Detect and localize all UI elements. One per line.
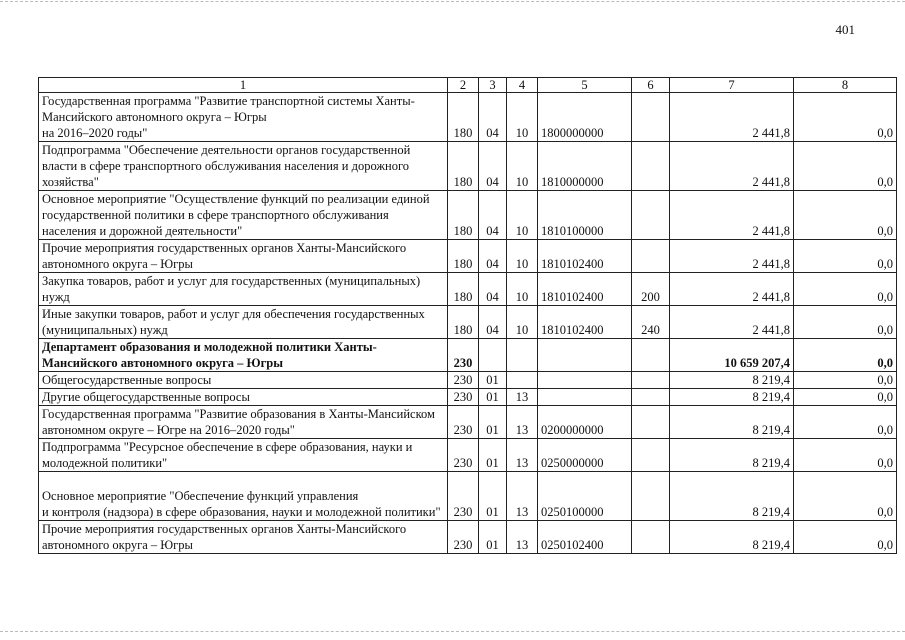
cell-expense-type: [632, 372, 670, 389]
cell-ministry: 230: [448, 472, 479, 521]
cell-amount: 2 441,8: [670, 273, 794, 306]
cell-subsection: 13: [507, 406, 538, 439]
cell-section: 04: [479, 191, 507, 240]
table-row: [39, 521, 897, 554]
cell-section: 01: [479, 389, 507, 406]
cell-amount: 2 441,8: [670, 306, 794, 339]
cell-section: 01: [479, 406, 507, 439]
cell-target-article: 1810102400: [538, 306, 632, 339]
cell-ministry: 180: [448, 240, 479, 273]
cell-amount: 2 441,8: [670, 142, 794, 191]
cell-amount-2: 0,0: [794, 306, 897, 339]
cell-expense-type: [632, 439, 670, 472]
table-row: [39, 93, 897, 142]
cell-target-article: 0250102400: [538, 521, 632, 554]
cell-ministry: 230: [448, 389, 479, 406]
cell-subsection: [507, 372, 538, 389]
cell-section: 04: [479, 273, 507, 306]
cell-target-article: [538, 389, 632, 406]
cell-section: 04: [479, 93, 507, 142]
cell-expense-type: [632, 191, 670, 240]
cell-section: [479, 339, 507, 372]
cell-expense-type: 200: [632, 273, 670, 306]
cell-amount-2: 0,0: [794, 273, 897, 306]
cell-expense-type: [632, 240, 670, 273]
cell-expense-type: [632, 142, 670, 191]
row-name: Общегосударственные вопросы: [39, 372, 448, 389]
cell-expense-type: [632, 521, 670, 554]
table-row: [39, 240, 897, 273]
cell-subsection: 10: [507, 142, 538, 191]
column-header-row: [39, 78, 897, 93]
cell-subsection: 13: [507, 439, 538, 472]
cell-target-article: 1810102400: [538, 273, 632, 306]
row-name: Департамент образования и молодежной политики Ханты-Мансийского автономного округа – Югры: [39, 339, 448, 372]
cell-subsection: [507, 339, 538, 372]
cell-amount-2: 0,0: [794, 472, 897, 521]
cell-subsection: 10: [507, 191, 538, 240]
cell-subsection: 10: [507, 306, 538, 339]
cell-amount: 8 219,4: [670, 372, 794, 389]
cell-amount-2: 0,0: [794, 389, 897, 406]
cell-amount-2: 0,0: [794, 439, 897, 472]
column-header: 8: [794, 78, 897, 93]
cell-ministry: 230: [448, 521, 479, 554]
cell-section: 01: [479, 372, 507, 389]
cell-amount-2: 0,0: [794, 191, 897, 240]
table-row: [39, 191, 897, 240]
column-header: 7: [670, 78, 794, 93]
table-row: [39, 372, 897, 389]
table-row: [39, 472, 897, 521]
cell-expense-type: [632, 472, 670, 521]
cell-target-article: 0200000000: [538, 406, 632, 439]
cell-amount-2: 0,0: [794, 240, 897, 273]
column-header: 6: [632, 78, 670, 93]
cell-section: 01: [479, 439, 507, 472]
cell-ministry: 180: [448, 142, 479, 191]
table-row: [39, 306, 897, 339]
cell-subsection: 13: [507, 472, 538, 521]
cell-amount-2: 0,0: [794, 406, 897, 439]
cell-ministry: 180: [448, 93, 479, 142]
cell-subsection: 13: [507, 521, 538, 554]
cell-amount: 2 441,8: [670, 93, 794, 142]
cell-amount: 2 441,8: [670, 240, 794, 273]
page-number: 401: [835, 22, 855, 37]
cell-amount-2: 0,0: [794, 339, 897, 372]
cell-ministry: 180: [448, 273, 479, 306]
row-name: Государственная программа "Развитие транспортной системы Ханты-Мансийского автономного округа – Югры на 2016–2020 годы": [39, 93, 448, 142]
cell-expense-type: 240: [632, 306, 670, 339]
cell-ministry: 230: [448, 406, 479, 439]
row-name: Основное мероприятие "Обеспечение функций управления и контроля (надзора) в сфере образования, науки и молодежной политики": [39, 472, 448, 521]
table-row: [39, 273, 897, 306]
cell-ministry: 180: [448, 191, 479, 240]
row-name: Закупка товаров, работ и услуг для государственных (муниципальных) нужд: [39, 273, 448, 306]
row-name: Государственная программа "Развитие образования в Ханты-Мансийском автономном округе – Югре на 2016–2020 годы": [39, 406, 448, 439]
cell-target-article: 1810102400: [538, 240, 632, 273]
cell-amount: 8 219,4: [670, 439, 794, 472]
cell-amount-2: 0,0: [794, 372, 897, 389]
cell-section: 04: [479, 306, 507, 339]
column-header: 2: [448, 78, 479, 93]
table-row-department: [39, 339, 897, 372]
cell-target-article: [538, 339, 632, 372]
cell-amount-2: 0,0: [794, 93, 897, 142]
column-header: 5: [538, 78, 632, 93]
cell-subsection: 13: [507, 389, 538, 406]
row-name: Основное мероприятие "Осуществление функций по реализации единой государственной политики в сфере транспортного обслуживания населения и дорожной деятельности": [39, 191, 448, 240]
cell-subsection: 10: [507, 240, 538, 273]
cell-subsection: 10: [507, 93, 538, 142]
column-header: 4: [507, 78, 538, 93]
cell-amount: 8 219,4: [670, 406, 794, 439]
table-row: [39, 406, 897, 439]
row-name: Подпрограмма "Обеспечение деятельности органов государственной власти в сфере транспортного обслуживания населения и дорожного хозяйства": [39, 142, 448, 191]
cell-amount: 8 219,4: [670, 389, 794, 406]
cell-section: 04: [479, 240, 507, 273]
cell-target-article: 1810100000: [538, 191, 632, 240]
cell-target-article: 0250000000: [538, 439, 632, 472]
cell-amount: 10 659 207,4: [670, 339, 794, 372]
cell-amount: 8 219,4: [670, 521, 794, 554]
scan-bottom-edge: [0, 631, 905, 632]
cell-expense-type: [632, 93, 670, 142]
row-name: Другие общегосударственные вопросы: [39, 389, 448, 406]
cell-amount: 8 219,4: [670, 472, 794, 521]
cell-ministry: 180: [448, 306, 479, 339]
cell-ministry: 230: [448, 372, 479, 389]
cell-subsection: 10: [507, 273, 538, 306]
column-header: 1: [39, 78, 448, 93]
table-row: [39, 439, 897, 472]
cell-amount-2: 0,0: [794, 521, 897, 554]
cell-target-article: [538, 372, 632, 389]
row-name: Иные закупки товаров, работ и услуг для обеспечения государственных (муниципальных) нужд: [39, 306, 448, 339]
cell-expense-type: [632, 406, 670, 439]
cell-amount-2: 0,0: [794, 142, 897, 191]
scan-top-edge: [0, 1, 905, 2]
budget-table: [38, 77, 897, 554]
column-header: 3: [479, 78, 507, 93]
cell-section: 01: [479, 521, 507, 554]
cell-ministry: 230: [448, 439, 479, 472]
row-name: Подпрограмма "Ресурсное обеспечение в сфере образования, науки и молодежной политики": [39, 439, 448, 472]
cell-target-article: 1810000000: [538, 142, 632, 191]
cell-section: 04: [479, 142, 507, 191]
cell-amount: 2 441,8: [670, 191, 794, 240]
table-row: [39, 142, 897, 191]
cell-target-article: 0250100000: [538, 472, 632, 521]
cell-expense-type: [632, 389, 670, 406]
row-name: Прочие мероприятия государственных органов Ханты-Мансийского автономного округа – Югры: [39, 521, 448, 554]
row-name: Прочие мероприятия государственных органов Ханты-Мансийского автономного округа – Югры: [39, 240, 448, 273]
cell-target-article: 1800000000: [538, 93, 632, 142]
cell-section: 01: [479, 472, 507, 521]
cell-ministry: 230: [448, 339, 479, 372]
table-row: [39, 389, 897, 406]
cell-expense-type: [632, 339, 670, 372]
